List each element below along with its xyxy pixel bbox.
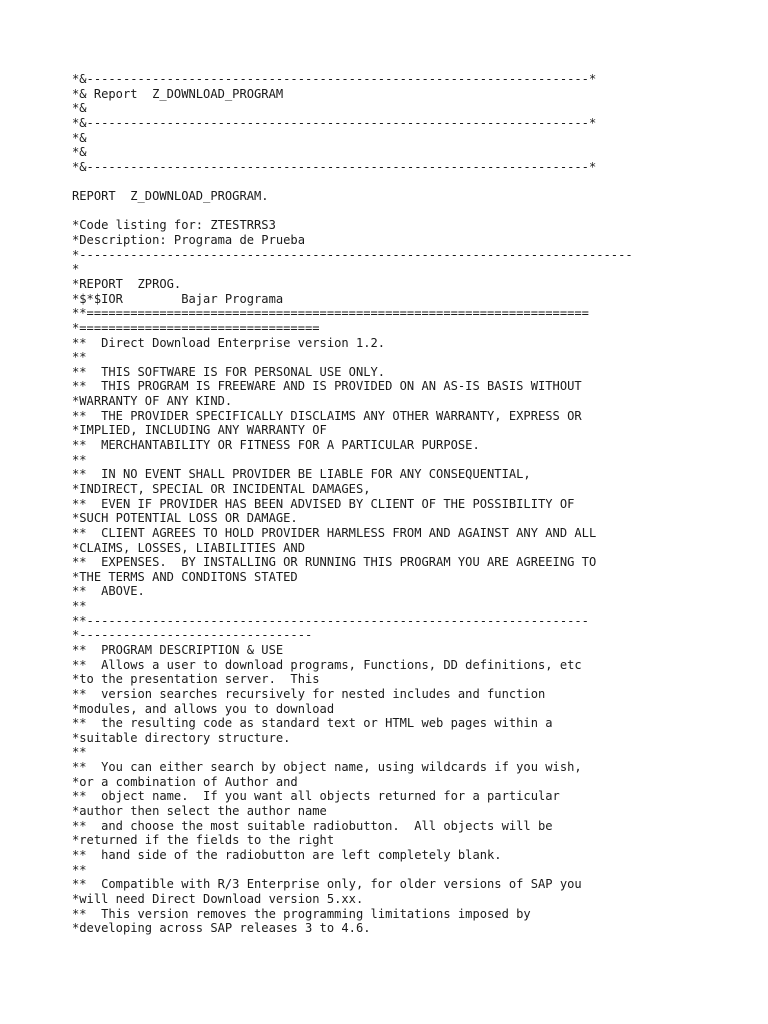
code-line: * xyxy=(72,262,80,277)
code-line: *or a combination of Author and xyxy=(72,774,298,789)
code-line: ** THIS SOFTWARE IS FOR PERSONAL USE ONLY. xyxy=(72,364,386,379)
code-line: ** object name. If you want all objects returned for a particular xyxy=(72,789,560,804)
code-line: ** xyxy=(72,452,87,467)
code-line: ** THIS PROGRAM IS FREEWARE AND IS PROVIDED ON AN AS-IS BASIS WITHOUT xyxy=(72,379,582,394)
code-line: ** PROGRAM DESCRIPTION & USE xyxy=(72,642,284,657)
code-line: ** This version removes the programming limitations imposed by xyxy=(72,906,531,921)
code-line: *CLAIMS, LOSSES, LIABILITIES AND xyxy=(72,540,305,555)
blank-line xyxy=(72,204,762,219)
code-line: ** xyxy=(72,745,87,760)
code-line: ** xyxy=(72,350,87,365)
code-line: ** the resulting code as standard text or HTML web pages within a xyxy=(72,716,553,731)
code-line: ** ABOVE. xyxy=(72,584,145,599)
code-listing-header: *Code listing for: ZTESTRRS3 xyxy=(72,218,276,233)
code-line: ** version searches recursively for nested includes and function xyxy=(72,686,546,701)
code-line: *&---------------------------------------------------------------------* xyxy=(72,115,597,130)
code-line: *================================= xyxy=(72,320,320,335)
code-listing-page xyxy=(72,72,762,936)
code-line: *to the presentation server. This xyxy=(72,672,320,687)
code-line: *-------------------------------- xyxy=(72,628,313,643)
blank-line xyxy=(72,174,762,189)
code-line: *modules, and allows you to download xyxy=(72,701,335,716)
code-line: *author then select the author name xyxy=(72,804,327,819)
code-line: ** THE PROVIDER SPECIFICALLY DISCLAIMS ANY OTHER WARRANTY, EXPRESS OR xyxy=(72,408,582,423)
code-line: ** hand side of the radiobutton are left completely blank. xyxy=(72,847,502,862)
code-line: **===================================================================== xyxy=(72,306,589,321)
code-line: *suitable directory structure. xyxy=(72,730,291,745)
code-line: *returned if the fields to the right xyxy=(72,833,335,848)
code-line: *INDIRECT, SPECIAL OR INCIDENTAL DAMAGES, xyxy=(72,481,371,496)
code-line: *REPORT ZPROG. xyxy=(72,276,182,291)
code-line: *& xyxy=(72,130,87,145)
code-line: *developing across SAP releases 3 to 4.6. xyxy=(72,921,371,936)
code-line: *WARRANTY OF ANY KIND. xyxy=(72,394,233,409)
code-line: *&---------------------------------------------------------------------* xyxy=(72,72,597,86)
code-line: *& Report Z_DOWNLOAD_PROGRAM xyxy=(72,86,284,101)
code-line: ** CLIENT AGREES TO HOLD PROVIDER HARMLESS FROM AND AGAINST ANY AND ALL xyxy=(72,525,597,540)
code-line: *THE TERMS AND CONDITONS STATED xyxy=(72,569,298,584)
code-line: *will need Direct Download version 5.xx. xyxy=(72,891,364,906)
code-line: *IMPLIED, INCLUDING ANY WARRANTY OF xyxy=(72,423,327,438)
code-line: ** Direct Download Enterprise version 1.2. xyxy=(72,335,386,350)
code-line: *SUCH POTENTIAL LOSS OR DAMAGE. xyxy=(72,511,298,526)
code-line: *---------------------------------------------------------------------------- xyxy=(72,247,633,262)
code-line: ** IN NO EVENT SHALL PROVIDER BE LIABLE FOR ANY CONSEQUENTIAL, xyxy=(72,467,531,482)
code-line: ** xyxy=(72,862,87,877)
code-line: ** and choose the most suitable radiobutton. All objects will be xyxy=(72,818,553,833)
description-header: *Description: Programa de Prueba xyxy=(72,233,305,248)
code-line: ** EVEN IF PROVIDER HAS BEEN ADVISED BY CLIENT OF THE POSSIBILITY OF xyxy=(72,496,575,511)
code-line: *& xyxy=(72,101,87,116)
code-line: ** Allows a user to download programs, Functions, DD definitions, etc xyxy=(72,657,582,672)
report-statement: REPORT Z_DOWNLOAD_PROGRAM. xyxy=(72,189,269,204)
code-line: ** Compatible with R/3 Enterprise only, for older versions of SAP you xyxy=(72,877,582,892)
code-line: *&---------------------------------------------------------------------* xyxy=(72,159,597,174)
code-line: ** xyxy=(72,599,87,614)
code-line: *$*$IOR Bajar Programa xyxy=(72,291,284,306)
code-line: ** MERCHANTABILITY OR FITNESS FOR A PARTICULAR PURPOSE. xyxy=(72,438,480,453)
code-line: ** You can either search by object name, using wildcards if you wish, xyxy=(72,760,582,775)
code-line: **--------------------------------------------------------------------- xyxy=(72,613,589,628)
code-line: *& xyxy=(72,145,87,160)
code-line: ** EXPENSES. BY INSTALLING OR RUNNING THIS PROGRAM YOU ARE AGREEING TO xyxy=(72,555,597,570)
